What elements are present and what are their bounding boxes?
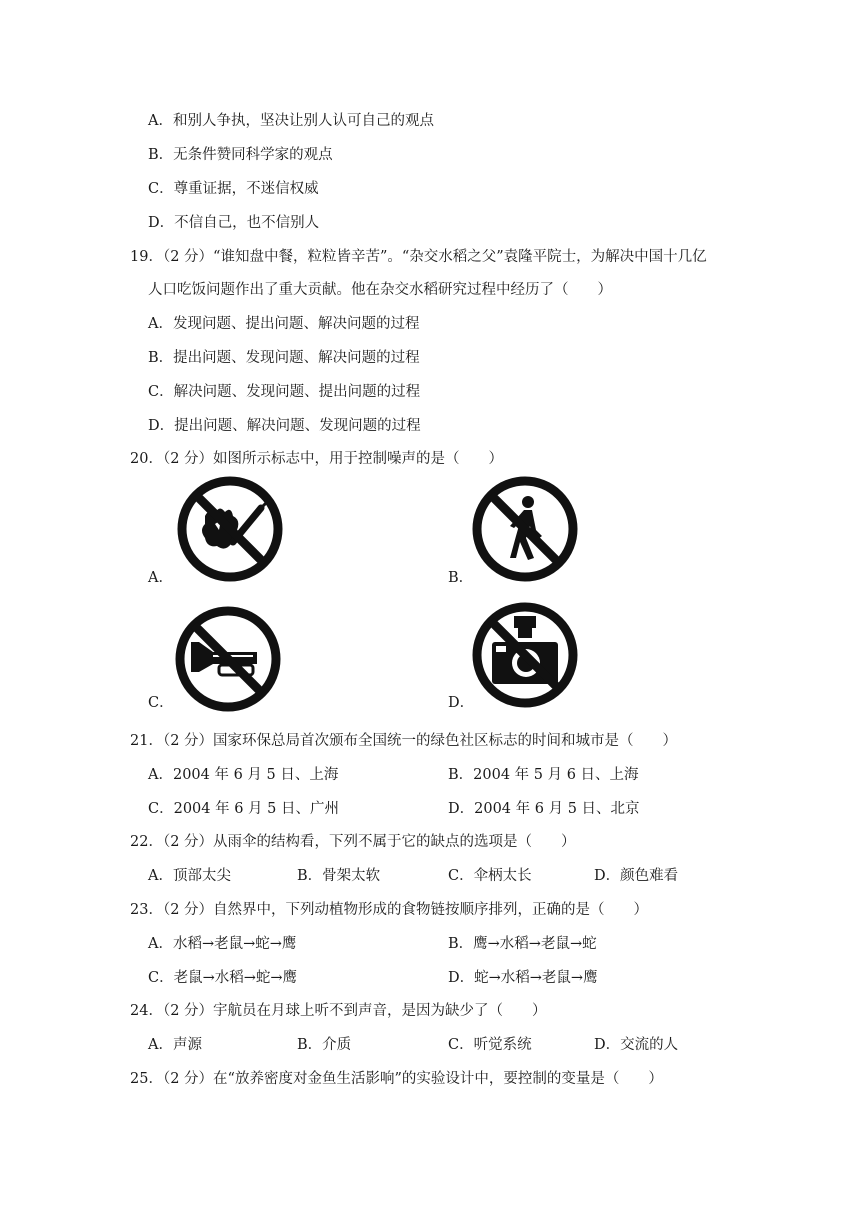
no-pedestrian-icon — [470, 474, 580, 584]
no-fireworks-icon — [175, 474, 285, 584]
q23-option-b: B．鹰→水稻→老鼠→蛇 — [448, 936, 597, 952]
q18-option-a: A．和别人争执，坚决让别人认可自己的观点 — [148, 113, 434, 129]
q23-option-a: A．水稻→老鼠→蛇→鹰 — [148, 936, 297, 952]
q22-option-a: A．顶部太尖 — [148, 868, 231, 884]
q20-stem: 20．（2 分）如图所示标志中，用于控制噪声的是（ ） — [130, 451, 504, 467]
q21-option-b: B．2004 年 5 月 6 日、上海 — [448, 767, 639, 783]
q23-option-d: D．蛇→水稻→老鼠→鹰 — [448, 970, 598, 986]
q24-option-d: D．交流的人 — [594, 1037, 679, 1053]
q19-stem-line1: 19．（2 分）“谁知盘中餐，粒粒皆辛苦”。“杂交水稻之父”袁隆平院士，为解决中国十几亿 — [130, 249, 707, 265]
q24-option-a: A．声源 — [148, 1037, 202, 1053]
q20-label-c: C． — [148, 695, 174, 711]
q20-label-b: B． — [448, 570, 474, 586]
q24-stem: 24．（2 分）宇航员在月球上听不到声音，是因为缺少了（ ） — [130, 1003, 547, 1019]
q21-stem: 21．（2 分）国家环保总局首次颁布全国统一的绿色社区标志的时间和城市是（ ） — [130, 733, 678, 749]
q18-option-b: B．无条件赞同科学家的观点 — [148, 147, 333, 163]
q19-option-c: C．解决问题、发现问题、提出问题的过程 — [148, 384, 421, 400]
q23-stem: 23．（2 分）自然界中，下列动植物形成的食物链按顺序排列，正确的是（ ） — [130, 902, 649, 918]
q19-stem-line2: 人口吃饭问题作出了重大贡献。他在杂交水稻研究过程中经历了（ ） — [148, 282, 612, 298]
q18-option-d: D．不信自己，也不信别人 — [148, 215, 320, 231]
q20-label-a: A． — [148, 570, 173, 586]
no-camera-icon — [470, 600, 580, 710]
q21-option-c: C．2004 年 6 月 5 日、广州 — [148, 801, 339, 817]
q18-option-c: C．尊重证据，不迷信权威 — [148, 181, 319, 197]
q19-option-d: D．提出问题、解决问题、发现问题的过程 — [148, 418, 421, 434]
q24-option-b: B．介质 — [297, 1037, 352, 1053]
q22-option-c: C．伞柄太长 — [448, 868, 532, 884]
q21-option-d: D．2004 年 6 月 5 日、北京 — [448, 801, 640, 817]
q19-option-b: B．提出问题、发现问题、解决问题的过程 — [148, 350, 420, 366]
q23-option-c: C．老鼠→水稻→蛇→鹰 — [148, 970, 298, 986]
q21-option-a: A．2004 年 6 月 5 日、上海 — [148, 767, 339, 783]
q19-option-a: A．发现问题、提出问题、解决问题的过程 — [148, 316, 420, 332]
no-horn-icon — [173, 604, 283, 714]
q22-option-d: D．颜色难看 — [594, 868, 679, 884]
q24-option-c: C．听觉系统 — [448, 1037, 532, 1053]
q22-stem: 22．（2 分）从雨伞的结构看，下列不属于它的缺点的选项是（ ） — [130, 834, 576, 850]
q25-stem: 25．（2 分）在“放养密度对金鱼生活影响”的实验设计中，要控制的变量是（ ） — [130, 1071, 663, 1087]
q20-label-d: D． — [448, 695, 475, 711]
q22-option-b: B．骨架太软 — [297, 868, 381, 884]
